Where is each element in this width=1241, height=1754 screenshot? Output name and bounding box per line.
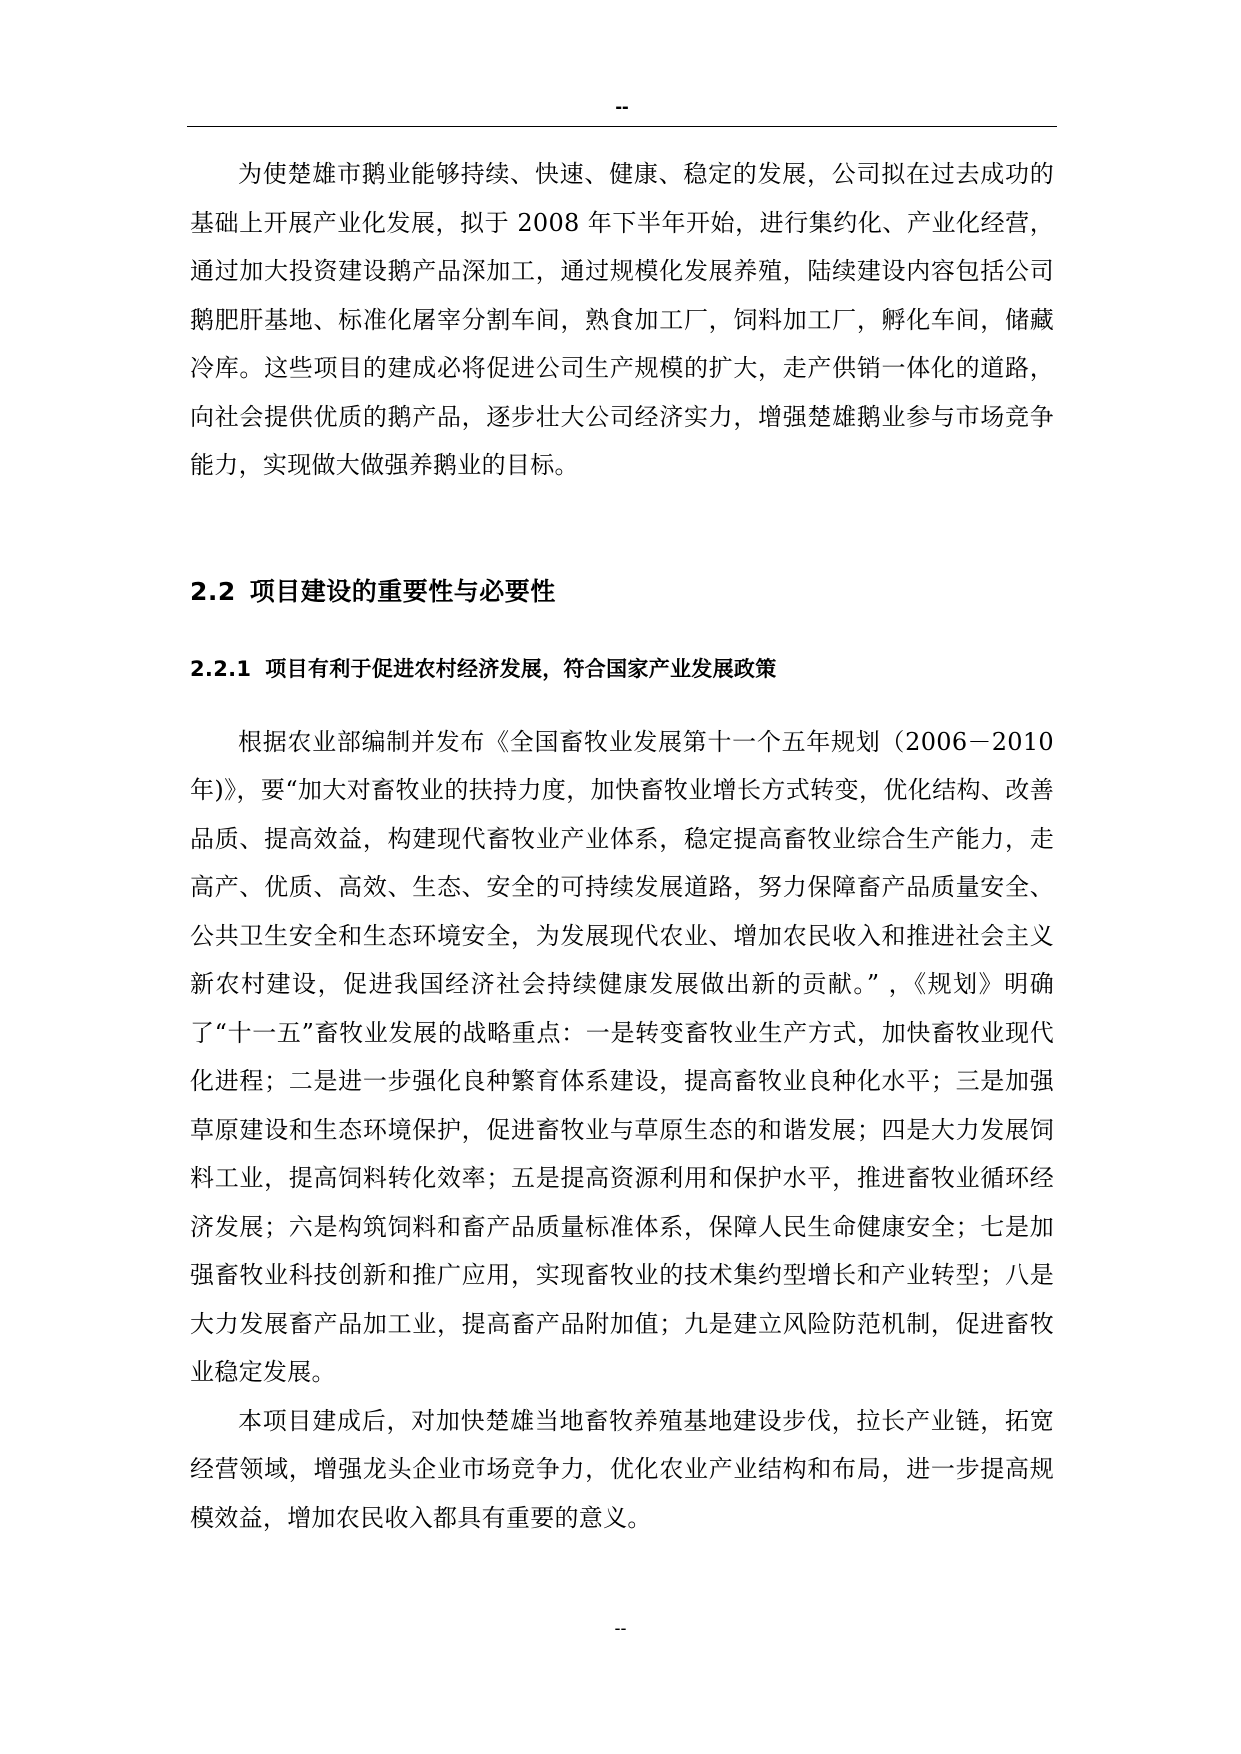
header-marker: -- <box>615 96 629 118</box>
conclusion-paragraph: 本项目建成后，对加快楚雄当地畜牧养殖基地建设步伐，拉长产业链，拓宽经营领域，增强龙头企业市场竞争力，优化农业产业结构和布局，进一步提高规模效益，增加农民收入都具有重要的意义。 <box>190 1406 1054 1532</box>
page-footer: -- <box>614 1618 627 1638</box>
section-heading <box>190 572 1054 612</box>
subsection-number: 2.2.1 <box>190 656 252 681</box>
subsection-heading <box>190 652 1054 686</box>
page-header <box>187 96 1057 127</box>
intro-paragraph: 为使楚雄市鹅业能够持续、快速、健康、稳定的发展，公司拟在过去成功的基础上开展产业化发展，拟于 2008 年下半年开始，进行集约化、产业化经营，通过加大投资建设鹅产品深加工，通过规模化发展养殖，陆续建设内容包括公司鹅肥肝基地、标准化屠宰分割车间，熟食加工厂，饲料加工厂，孵化车间，储藏冷库。这些项目的建成必将促进公司生产规模的扩大，走产供销一体化的道路，向社会提供优质的鹅产品，逐步壮大公司经济实力，增强楚雄鹅业参与市场竞争能力，实现做大做强养鹅业的目标。 <box>190 160 1054 479</box>
section-title: 项目建设的重要性与必要性 <box>249 576 556 606</box>
section-number: 2.2 <box>190 576 236 606</box>
document-body <box>190 150 1054 1542</box>
policy-paragraph: 根据农业部编制并发布《全国畜牧业发展第十一个五年规划（2006－2010 年)》，要“加大对畜牧业的扶持力度，加快畜牧业增长方式转变，优化结构、改善品质、提高效益，构建现代畜牧业产业体系，稳定提高畜牧业综合生产能力，走高产、优质、高效、生态、安全的可持续发展道路，努力保障畜产品质量安全、公共卫生安全和生态环境安全，为发展现代农业、增加农民收入和推进社会主义新农村建设，促进我国经济社会持续健康发展做出新的贡献。” ，《规划》明确了“十一五”畜牧业发展的战略重点：一是转变畜牧业生产方式，加快畜牧业现代化进程；二是进一步强化良种繁育体系建设，提高畜牧业良种化水平；三是加强草原建设和生态环境保护，促进畜牧业与草原生态的和谐发展；四是大力发展饲料工业，提高饲料转化效率；五是提高资源利用和保护水平，推进畜牧业循环经济发展；六是构筑饲料和畜产品质量标准体系，保障人民生命健康安全；七是加强畜牧业科技创新和推广应用，实现畜牧业的技术集约型增长和产业转型；八是大力发展畜产品加工业，提高畜产品附加值；九是建立风险防范机制，促进畜牧业稳定发展。 <box>190 727 1054 1386</box>
subsection-title: 项目有利于促进农村经济发展，符合国家产业发展政策 <box>265 656 777 681</box>
